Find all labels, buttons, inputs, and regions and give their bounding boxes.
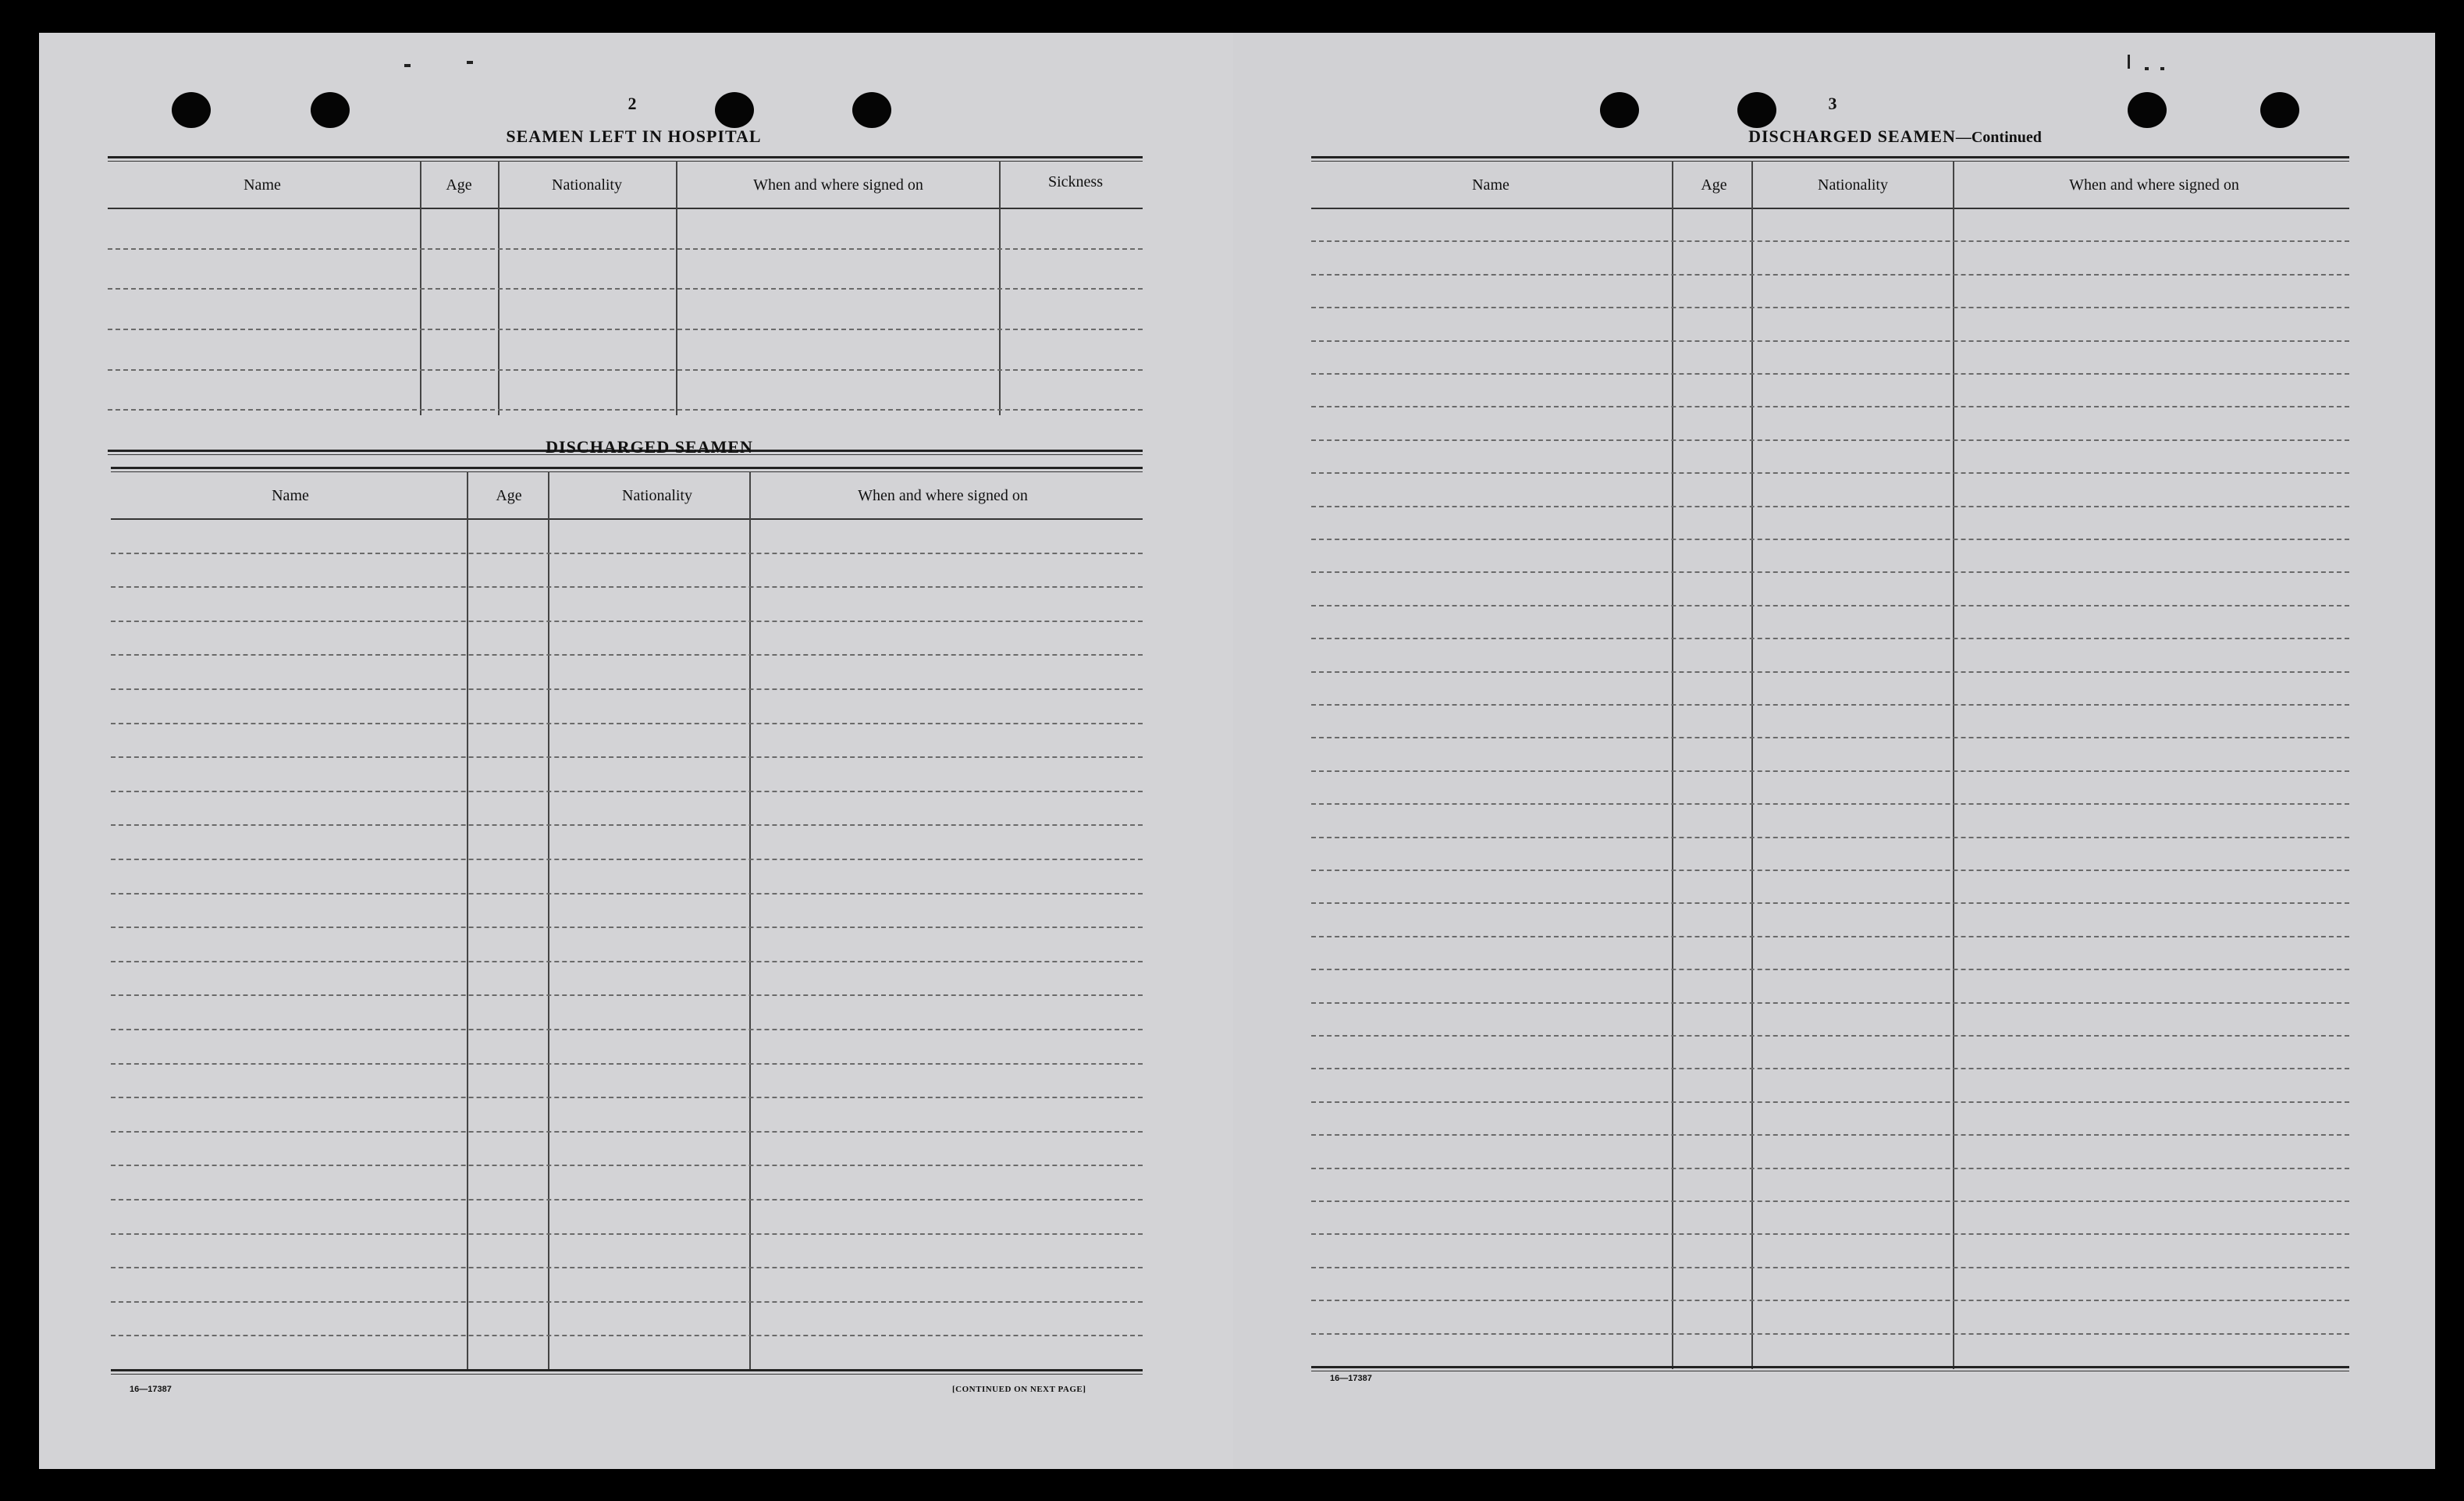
column-header-name: Name [272,487,309,504]
row-separator [108,409,1143,411]
row-separator [1311,1101,2349,1103]
column-header-age: Age [446,176,472,194]
row-separator [1311,406,2349,407]
row-separator [111,553,1143,554]
column-header-nationality: Nationality [552,176,622,194]
header-rule [108,208,1143,209]
column-header-name: Name [1472,176,1509,194]
column-divider [749,471,751,1371]
row-separator [1311,1134,2349,1136]
row-separator [1311,1267,2349,1268]
right-page [1233,33,2435,1469]
table-top-rule [111,471,1143,472]
row-separator [111,688,1143,690]
row-separator [1311,837,2349,838]
form-number: 16—17387 [130,1385,172,1394]
section-title-suffix: —Continued [1955,129,2042,146]
column-header-sickness: Sickness [1048,173,1103,190]
row-separator [111,1233,1143,1235]
row-separator [1311,770,2349,772]
table-top-rule [108,161,1143,162]
discharged-table [111,467,1143,1396]
row-separator [1311,571,2349,573]
row-separator [1311,1168,2349,1169]
row-separator [111,927,1143,928]
row-separator [111,586,1143,588]
row-separator [1311,1035,2349,1037]
column-header-nationality: Nationality [622,487,692,504]
punch-hole [715,92,754,128]
row-separator [1311,240,2349,242]
speck [404,64,411,67]
column-divider [1953,161,1954,1369]
row-separator [111,893,1143,895]
row-separator [108,248,1143,250]
row-separator [111,1063,1143,1065]
row-separator [1311,1333,2349,1335]
page-number: 3 [1828,94,1837,113]
column-header-age: Age [1701,176,1727,194]
row-separator [1311,439,2349,441]
punch-hole [852,92,891,128]
column-header-age: Age [496,487,522,504]
punch-hole [311,92,350,128]
page-number: 2 [628,94,637,113]
row-separator [1311,638,2349,639]
form-number: 16—17387 [1330,1374,1372,1383]
row-separator [111,723,1143,724]
row-separator [111,621,1143,622]
speck [2160,67,2164,70]
column-header-name: Name [244,176,281,194]
punch-hole [2260,92,2299,128]
column-header-nationality: Nationality [1818,176,1888,194]
row-separator [111,756,1143,758]
row-separator [1311,803,2349,805]
punch-hole [172,92,211,128]
header-rule [1311,208,2349,209]
row-separator [108,369,1143,371]
continued-note: [CONTINUED ON NEXT PAGE] [952,1385,1086,1394]
row-separator [1311,1233,2349,1235]
row-separator [1311,1300,2349,1301]
section-title-text: DISCHARGED SEAMEN [1748,126,1956,146]
row-separator [1311,1002,2349,1004]
column-header-signed-on: When and where signed on [858,487,1028,504]
row-separator [111,859,1143,860]
table-top-rule [1311,156,2349,158]
column-divider [548,471,549,1371]
row-separator [111,1301,1143,1303]
table-top-rule [1311,161,2349,162]
row-separator [111,1029,1143,1030]
row-separator [1311,737,2349,738]
speck [2128,55,2130,69]
column-divider [467,471,468,1371]
row-separator [108,288,1143,290]
row-separator [1311,605,2349,606]
hospital-table [108,156,1143,453]
row-separator [1311,340,2349,342]
row-separator [1311,472,2349,474]
table-bottom-rule [111,1374,1143,1375]
column-divider [1672,161,1673,1369]
row-separator [1311,274,2349,276]
row-separator [111,1131,1143,1133]
table-top-rule [108,156,1143,158]
section-title-discharged-continued [1748,126,2042,147]
row-separator [1311,1200,2349,1202]
row-separator [111,654,1143,656]
row-separator [111,791,1143,792]
row-separator [1311,671,2349,673]
row-separator [111,1165,1143,1166]
table-top-rule [111,467,1143,469]
row-separator [111,1097,1143,1098]
speck [467,61,473,64]
punch-hole [1600,92,1639,128]
row-separator [1311,969,2349,970]
table-bottom-rule [111,1369,1143,1371]
punch-hole [2128,92,2167,128]
row-separator [1311,307,2349,308]
row-separator [111,1267,1143,1268]
row-separator [111,994,1143,996]
column-header-signed-on: When and where signed on [2069,176,2239,194]
row-separator [111,824,1143,826]
row-separator [1311,870,2349,871]
row-separator [1311,373,2349,375]
row-separator [111,961,1143,962]
row-separator [1311,1068,2349,1069]
row-separator [1311,936,2349,937]
discharged-continued-table [1311,156,2349,1402]
row-separator [1311,506,2349,507]
row-separator [1311,704,2349,706]
row-separator [111,1335,1143,1336]
punch-hole [1737,92,1776,128]
table-bottom-rule [1311,1366,2349,1368]
section-title-discharged: DISCHARGED SEAMEN [546,437,753,457]
column-divider [1751,161,1753,1369]
left-page [39,33,1233,1469]
speck [2145,67,2149,70]
header-rule [111,518,1143,520]
column-header-signed-on: When and where signed on [753,176,923,194]
row-separator [1311,539,2349,540]
row-separator [1311,902,2349,904]
row-separator [108,329,1143,330]
row-separator [111,1199,1143,1200]
section-title-hospital: SEAMEN LEFT IN HOSPITAL [506,126,762,146]
